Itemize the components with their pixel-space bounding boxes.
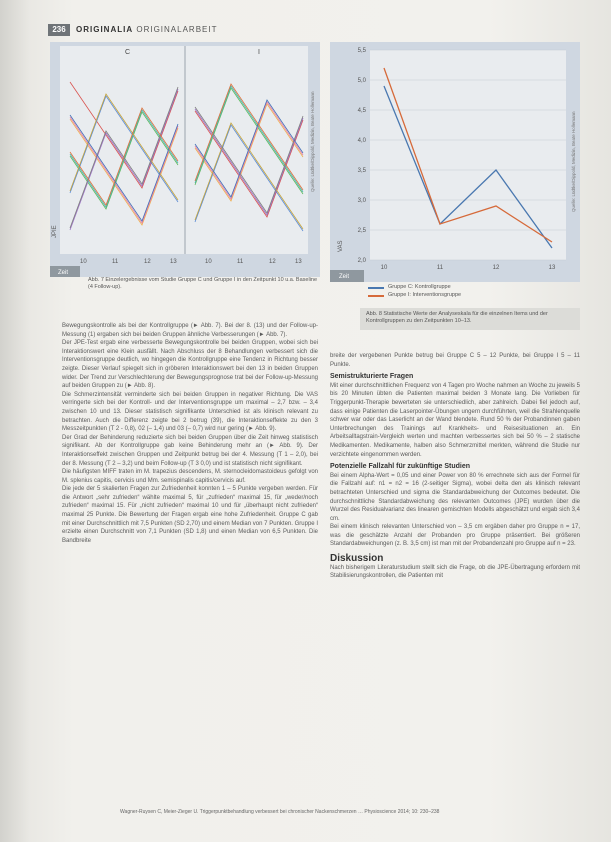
paragraph: Der Grad der Behinderung reduzierte sich bei beiden Gruppen über die Zeit hinweg statistisch signifikant. Ab der Kontrollgruppe gab keine Behinderung mehr an (► Abb. 9). Der Interaktionseffekt zwischen Gruppen und Zeitpunkt betrug bei der 4. Messung (T 1 – 2,0), bei der 8. Messung (T 2 – 3,2) und beim Follow-up (T 3 0,0) und ist statistisch nicht signifikant. — [62, 434, 318, 467]
paragraph: breite der vergebenen Punkte betrug bei Gruppe C 5 – 12 Punkte, bei Gruppe I 5 – 11 Punkte. — [330, 353, 580, 368]
legend-swatch-i — [368, 295, 384, 297]
binding-shadow — [0, 0, 30, 842]
figure-7-source: Quelle: Lüdtke/Dippold, Medizin, Beate Hollemann — [310, 91, 315, 192]
left-column — [62, 322, 318, 545]
running-head — [76, 25, 217, 34]
y-tick-label: 5,5 — [357, 48, 366, 54]
figure-7-caption: Abb. 7 Einzelergebnisse vom Studie Gruppe C und Gruppe I in den Zeitpunkt 10 u.a. Baseline (4 Follow-up). — [88, 277, 318, 290]
page-number: 236 — [48, 24, 70, 36]
right-column — [330, 352, 580, 581]
legend-item-i — [368, 291, 568, 299]
x-tick: 13 — [295, 259, 302, 265]
paragraph: Die häufigsten MIFF traten im M. trapezius descendens, M. sternocleidomastoideus gefolgt von M. splenius capitis, cervicis und Mm. semispinalis capitis/cervicis auf. — [62, 469, 318, 484]
y-tick-label: 4,0 — [357, 138, 366, 144]
paragraph: Nach bisherigem Literaturstudium stellt sich die Frage, ob die JPE-Übertragung erfordern mit Stabilisierungskontrollen, die Patienten mit — [330, 564, 580, 580]
x-tick: 10 — [205, 259, 212, 265]
x-tick-label: 13 — [548, 265, 556, 271]
x-tick: 10 — [80, 259, 87, 265]
x-tick-label: 10 — [380, 265, 388, 271]
section-heading: Potenzielle Fallzahl für zukünftige Studien — [330, 463, 471, 471]
journal-section: ORIGINALIA — [76, 25, 134, 34]
legend-swatch-c — [368, 287, 384, 289]
x-tick: 12 — [144, 259, 151, 265]
figure-7-y-word: JPIE — [52, 225, 58, 238]
figure-8-y-word: VAS — [338, 240, 344, 252]
figure-7-plot — [50, 42, 320, 277]
article-type: ORIGINALARBEIT — [136, 25, 218, 34]
figure-8-legend — [368, 283, 568, 301]
legend-label-c: Gruppe C: Kontrollgruppe — [388, 284, 451, 290]
paragraph: Bewegungskontrolle als bei der Kontrollgruppe (► Abb. 7). Bei der 8. (13) und der Follow-up-Messung (1) ergaben sich bei beiden Gruppen ähnliche Verbesserungen (► Abb. 7). — [62, 323, 318, 338]
figure-8-source: Quelle: Lüdtke/Dippold, Medizin, Beate Hollemann — [571, 111, 576, 212]
panel-label-c: C — [125, 49, 131, 56]
paragraph: Bei einem Alpha-Wert = 0,05 und einer Power von 80 % errechnete sich aus der Formel für die Fallzahl auf: n1 = n2 = 16 (2-seitiger Sigma), wobei delta den als klinisch relevant betrachteten Unterschied und sigma die Standardabweichung der Outcomes bedeutet. Die durchschnittliche Standardabweichung des relevanten Outcomes (JPE) wurden über die Wurzel des Residualvarianz des linearen gemischten Modells abgeschätzt und ergab sich 3,4 cm. — [330, 472, 580, 522]
paragraph: Bei einem klinisch relevanten Unterschied von – 3,5 cm ergäben daher pro Gruppe n = 17, was die geschätzte Anzahl der Probanden pro Gruppe präsentiert. Bei größeren Standardabweichungen (z. B. 3,5 cm) ist man mit der Probandenzahl pro Gruppe auf n = 23. — [330, 524, 580, 548]
y-tick-label: 5,0 — [357, 78, 366, 84]
y-tick-label: 4,5 — [357, 108, 366, 114]
x-tick: 11 — [237, 259, 244, 265]
y-tick-label: 3,5 — [357, 168, 366, 174]
y-tick-label: 2,5 — [357, 228, 366, 234]
figure-8-axis-word: Zeit — [339, 274, 350, 280]
paragraph: Die jede der 5 skalierten Fragen zur Zufriedenheit konnten 1 – 5 Punkte vergeben werden. Für die Antwort „sehr zufrieden“ wählte maximal 5, für „zufrieden“ maximal 15, für „weder/noch zufrieden“ maximal 15. Für „nicht zufrieden“ maximal 10 und für „überhaupt nicht zufrieden“ maximal 25 Punkte. Die Bewertung der Fragen ergab eine hohe Zufriedenheit. Gruppe C gab mit einer Durchschnittlich mit 7,5 Punkten (SD 2,70) und einem Median von 7 Punkten. Gruppe I erzielte einen Durchschnitt von 7,1 Punkten (SD 1,8) und einen Median von 6,5 Punkten. Die Bandbreite — [62, 486, 318, 544]
y-tick-label: 2,0 — [357, 258, 366, 264]
legend-label-i: Gruppe I: Interventionsgruppe — [388, 292, 462, 298]
x-tick: 11 — [112, 259, 119, 265]
paragraph: Mit einer durchschnittlichen Frequenz von 4 Tagen pro Woche nahmen an Woche zu jeweils 5 bis 20 Minuten übten die Patienten maximal beiden 3 Monate lang. Die Vorlieben für Triggerpunkt-Therapie bewerteten sie unterschiedlich, aber zahlreich. Dabei fiel jedoch auf, dass einige Patienten die Laserpointer-Übungen ungern durchführten, weil die Strahlenquelle schwer war oder das Laserlicht an der Wand blendete. Rund 50 % der Probandinnen gaben Unterbrechungen des Trainings auf Krankheits- und Reisesituationen an. Ein Arbeitsalltagstrain-Vergleich werten und machten verbessertes sich bei 50 % – 2 statische Medikamenten. Medikamente, halben also Schmerzmittel merkten, während die Studie nur verzichtete eingenommen werden. — [330, 382, 580, 458]
figure-8 — [330, 42, 580, 282]
figure-8-chart — [330, 42, 580, 282]
paragraph: Der JPE-Test ergab eine verbesserte Bewegungskontrolle bei beiden Gruppen, wobei sich bei Interaktionswert eine Klein ausfällt. Nach Abschluss der 8 Behandlungen verbessert sich die Interventionsgruppe deutlich, wo hingegen die Kontrollgruppe eine Tendenz in Richtung besser zeigte. Dieser Verlauf spiegelt sich in gröberen Interaktionswert bei den 13 in beiden Gruppen wider. Der Trend zur Verschlechterung der Bewegungsprognose trat bei der Follow-up-Messung auf beiden Gruppen zu (► Abb. 8). — [62, 340, 318, 390]
figure-7 — [50, 42, 320, 312]
page-footer: Wagner-Ruysen C, Meier-Zieger U. Triggerpunktbehandlung verbessert bei chronischer Nackenschmerzen … Physioscience 2014; 10: 230–238 — [120, 809, 440, 815]
section-heading-discussion: Diskussion — [330, 553, 384, 565]
y-tick-label: 3,0 — [357, 198, 366, 204]
figure-8-caption: Abb. 8 Statistische Werte der Analyseskala für die einzelnen Items und der Kontrollgruppen zu den Zeitpunkten 10–13. — [360, 308, 580, 330]
figure-7-plot-area — [60, 46, 308, 254]
x-tick-label: 12 — [492, 265, 500, 271]
x-tick-label: 11 — [436, 265, 444, 271]
x-tick: 12 — [269, 259, 276, 265]
panel-label-i: I — [258, 49, 260, 56]
figure-8-plot-area — [370, 50, 566, 260]
paragraph: Die Schmerzintensität verminderte sich bei beiden Gruppen in negativer Richtung. Die VAS verringerte sich bei der Kontroll- und der Interventionsgruppe um maximal – 2,7 bzw. – 3,4 zwischen 10 und 13. Dieser statistisch signifikante Unterschied ist als klinisch relevant zu betrachten. Auch die Differenz zeigte bei 2 betrug (39), die Interaktionseffekte zu den 3 Messzeitpunkten (T 2 - 0,8), 02 (– 1,4) und 03 (– 0,7) wird nur gering (► Abb. 9). — [62, 391, 318, 433]
section-heading: Semistrukturierte Fragen — [330, 373, 414, 381]
figure-7-axis-word: Zeit — [58, 270, 69, 276]
page-header — [48, 24, 588, 38]
x-tick: 13 — [170, 259, 177, 265]
legend-item-c — [368, 283, 568, 291]
